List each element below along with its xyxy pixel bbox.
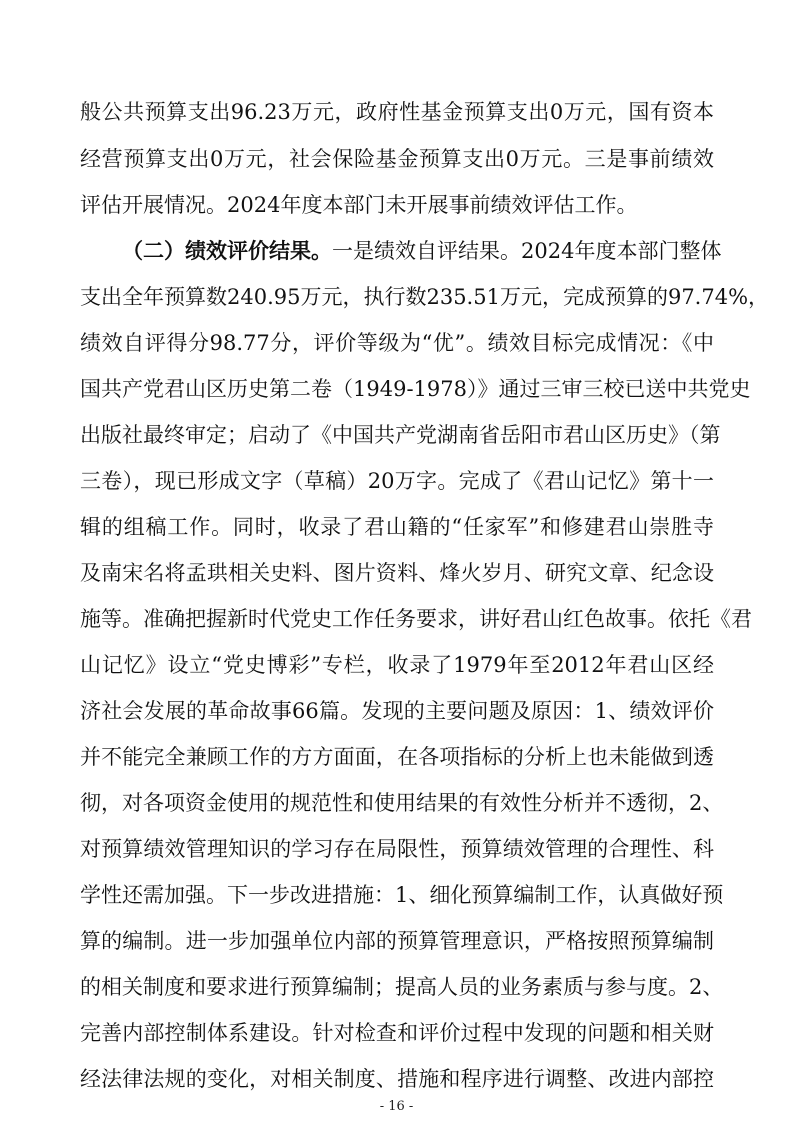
text-line: 般公共预算支出96.23万元，政府性基金预算支出0万元，国有资本 [80,100,714,124]
text-line: 及南宋名将孟珙相关史料、图片资料、烽火岁月、研究文章、纪念设 [80,561,714,585]
text-segment: 一是绩效自评结果。2024年度本部门整体 [332,239,722,263]
text-line: 绩效自评得分98.77分，评价等级为“优”。绩效目标完成情况：《中 [80,331,714,355]
text-line: 对预算绩效管理知识的学习存在局限性，预算绩效管理的合理性、科 [80,837,714,861]
text-line: 完善内部控制体系建设。针对检查和评价过程中发现的问题和相关财 [80,1021,714,1045]
text-line: 辑的组稿工作。同时，收录了君山籍的“任家军”和修建君山崇胜寺 [80,515,714,539]
page-number: - 16 - [379,1099,414,1114]
section-heading: （二）绩效评价结果。 [122,238,332,263]
text-line: 三卷），现已形成文字（草稿）20万字。完成了《君山记忆》第十一 [80,469,714,493]
text-line: 施等。准确把握新时代党史工作任务要求，讲好君山红色故事。依托《君 [80,607,752,631]
text-line: 评估开展情况。2024年度本部门未开展事前绩效评估工作。 [80,193,638,217]
text-line: 经营预算支出0万元，社会保险基金预算支出0万元。三是事前绩效 [80,147,714,171]
text-line: 彻，对各项资金使用的规范性和使用结果的有效性分析并不透彻，2、 [80,791,724,815]
paragraph-first-line [122,236,722,266]
text-line: 算的编制。进一步加强单位内部的预算管理意识，严格按照预算编制 [80,929,714,953]
text-line: 国共产党君山区历史第二卷（1949-1978）》通过三审三校已送中共党史 [80,377,751,401]
text-line: 出版社最终审定；启动了《中国共产党湖南省岳阳市君山区历史》（第 [80,423,721,447]
text-line: 济社会发展的革命故事66篇。发现的主要问题及原因：1、绩效评价 [80,699,714,723]
text-line: 支出全年预算数240.95万元，执行数235.51万元，完成预算的97.74%， [80,285,770,309]
text-line: 山记忆》设立“党史博彩”专栏，收录了1979年至2012年君山区经 [80,653,714,677]
text-line: 学性还需加强。下一步改进措施：1、细化预算编制工作，认真做好预 [80,883,724,907]
text-line: 经法律法规的变化，对相关制度、措施和程序进行调整、改进内部控 [80,1067,714,1091]
text-line: 的相关制度和要求进行预算编制；提高人员的业务素质与参与度。2、 [80,975,724,999]
text-line: 并不能完全兼顾工作的方方面面，在各项指标的分析上也未能做到透 [80,745,714,769]
